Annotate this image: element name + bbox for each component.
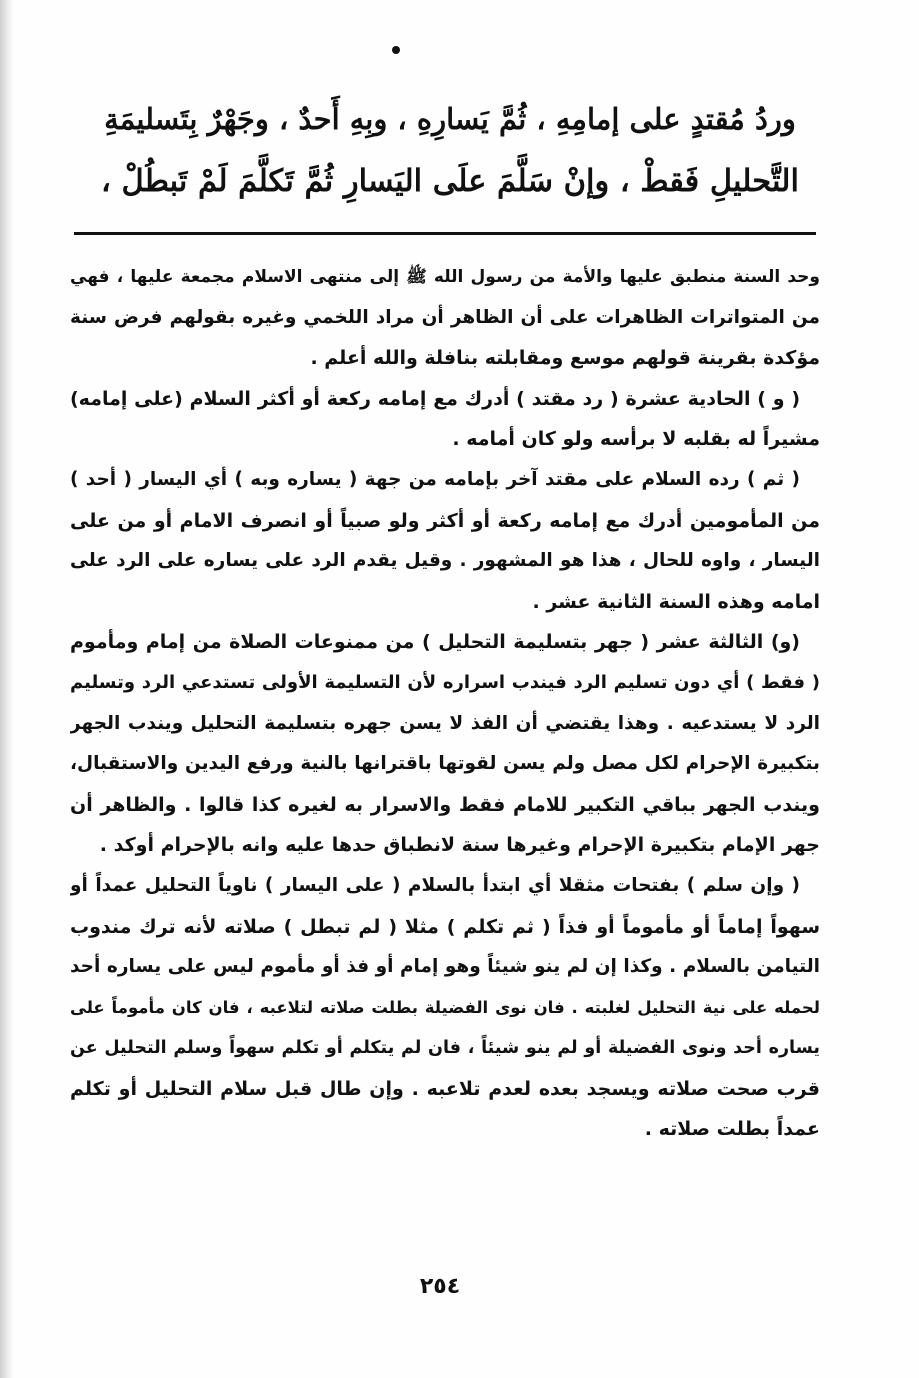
commentary-line: ( و ) الحادية عشرة ( رد مقتد ) أدرك مع إمامه ركعة أو أكثر السلام (على إمامه)	[70, 387, 800, 410]
commentary-line: يساره أحد ونوى الفضيلة أو لم ينو شيئاً ، فان لم يتكلم أو تكلم سهواً وسلم التحليل عن	[70, 1038, 820, 1059]
commentary-line: وحد السنة منطبق عليها والأمة من رسول الله ﷺ إلى منتهى الاسلام مجمعة عليها ، فهي	[70, 267, 820, 287]
commentary-line: بتكبيرة الإحرام لكل مصل ولم يسن لقوتها باقترانها بالنية ورفع اليدين والاستقبال،	[70, 753, 820, 775]
commentary-line: الرد لا يستدعيه . وهذا يقتضي أن الفذ لا يسن جهره بتسليمة التحليل ويندب الجهر	[70, 712, 820, 734]
commentary-line: مؤكدة بقرينة قولهم موسع ومقابلته بنافلة والله أعلم .	[310, 347, 820, 370]
commentary-line: ( وإن سلم ) بفتحات مثقلا أي ابتدأ بالسلام ( على اليسار ) ناوياً التحليل عمداً أو	[70, 874, 800, 896]
commentary-line: لحمله على نية التحليل لغلبته . فان نوى الفضيلة بطلت صلاته لتلاعبه ، فان كان مأموماً على	[70, 997, 820, 1017]
scan-edge-shadow	[0, 0, 14, 1378]
commentary-line: اليسار ، واوه للحال ، هذا هو المشهور . وقيل يقدم الرد على يساره على الرد على	[70, 550, 820, 572]
matn-line: التَّحليلِ فَقطْ ، وإنْ سَلَّمَ علَى اليَسارِ ثُمَّ تَكلَّمَ لَمْ تَبطُلْ ،	[101, 163, 799, 199]
section-divider-rule	[74, 232, 816, 235]
commentary-line: ( فقط ) أي دون تسليم الرد فيندب اسراره لأن التسليمة الأولى تستدعي الرد وتسليم	[70, 671, 820, 693]
commentary-line: مشيراً له بقلبه لا برأسه ولو كان أمامه .	[452, 428, 820, 451]
commentary-line: التيامن بالسلام . وكذا إن لم ينو شيئاً وهو إمام أو فذ أو مأموم ليس على يساره أحد	[70, 956, 820, 978]
commentary-line: ( ثم ) رده السلام على مقتد آخر بإمامه من جهة ( يساره وبه ) أي اليسار ( أحد )	[70, 468, 800, 490]
commentary-line: امامه وهذه السنة الثانية عشر .	[532, 590, 820, 613]
commentary-line: من المتواترات الظاهرات على أن الظاهر أن مراد اللخمي وغيره بقولهم فرض سنة	[70, 306, 820, 328]
commentary-line: ويندب الجهر بباقي التكبير للامام فقط والاسرار به لغيره كذا قالوا . والظاهر أن	[70, 793, 820, 816]
top-ornament-dot	[392, 46, 400, 54]
commentary-line: (و) الثالثة عشر ( جهر بتسليمة التحليل ) من ممنوعات الصلاة من إمام ومأموم	[70, 631, 800, 654]
commentary-line: من المأمومين أدرك مع إمامه ركعة أو أكثر ولو صبياً أو انصرف الامام أو من على	[70, 509, 820, 532]
commentary-line: جهر الإمام بتكبيرة الإحرام وغيرها سنة لانطباق حدها عليه وانه بالإحرام أوكد .	[99, 834, 820, 857]
commentary-line: سهواً إماماً أو مأموماً أو فذاً ( ثم تكلم ) مثلا ( لم تبطل ) صلاته لأنه ترك مندوب	[70, 915, 820, 938]
matn-line: وردُ مُقتدٍ على إمامِهِ ، ثُمَّ يَسارِهِ ، وبِهِ أَحدٌ ، وجَهْرٌ بِتَسليمَةِ	[104, 102, 796, 136]
commentary-text-block	[70, 257, 820, 1150]
commentary-line: عمداً بطلت صلاته .	[644, 1118, 820, 1141]
page-number: ٢٥٤	[419, 1274, 461, 1299]
matn-text-block	[100, 88, 800, 212]
commentary-line: قرب صحت صلاته ويسجد بعده لعدم تلاعبه . وإن طال قبل سلام التحليل أو تكلم	[70, 1077, 820, 1100]
